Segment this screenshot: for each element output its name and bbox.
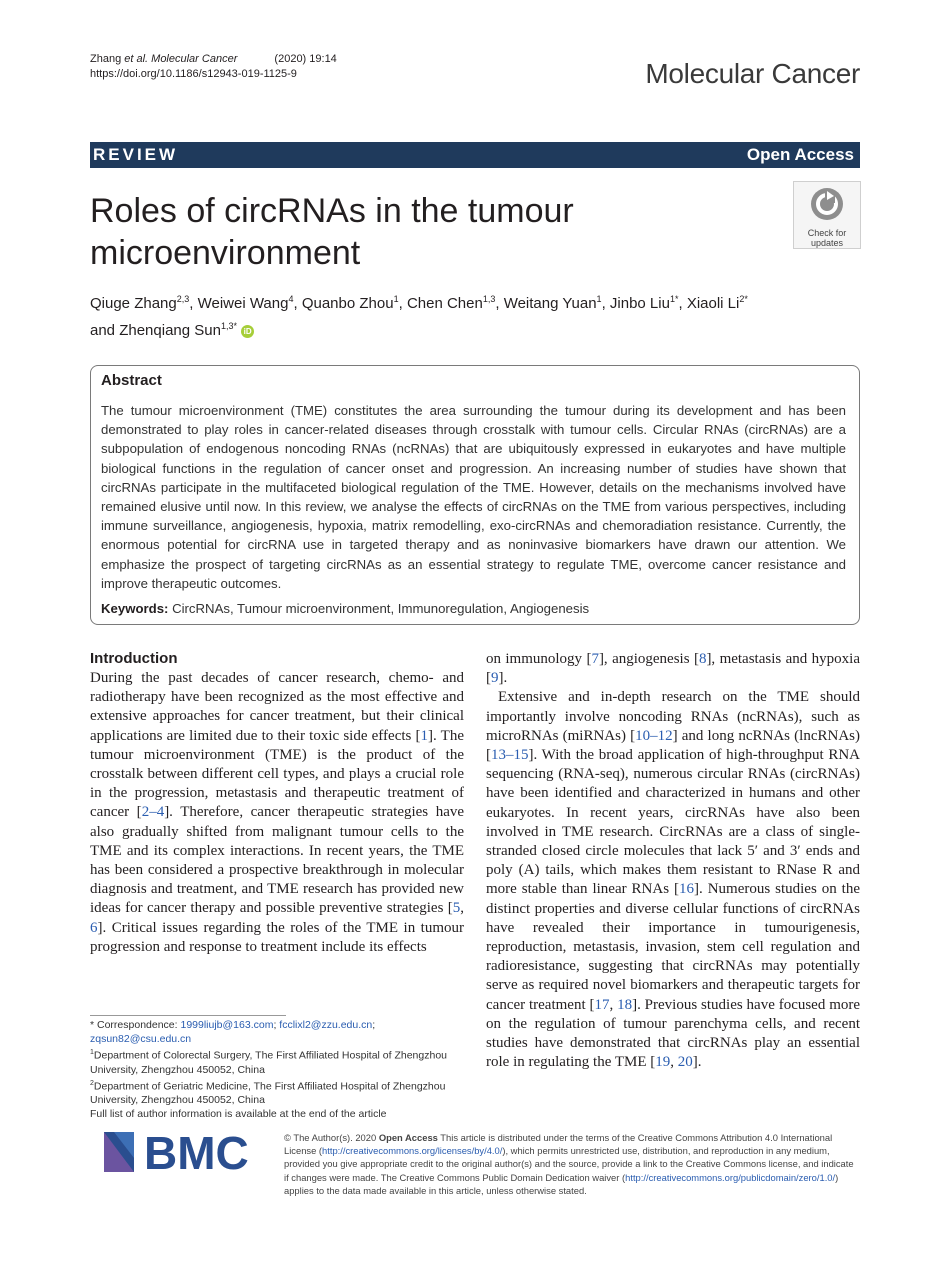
footnotes — [90, 1018, 468, 1121]
intro-paragraph-1-cont — [486, 650, 860, 688]
body-text: ], angiogenesis [ — [598, 651, 699, 667]
citation-link[interactable]: 17 — [594, 996, 610, 1013]
citation-link[interactable]: 19 — [655, 1054, 671, 1071]
body-text: ], metastasis and hypoxia [ — [486, 651, 860, 687]
affiliation-number: 1 — [90, 1049, 94, 1056]
abstract-text: The tumour microenvironment (TME) constitutes the area surrounding the tumour during its development and has been demonstrated to play roles in cancer-related diseases through crosstalk with tumour cells. Circular RNAs (circRNAs) are a subpopulation of endogenous noncoding RNAs (ncRNAs) that are ubiquitously expressed in eukaryotes and have multiple biological functions in the regulation of cancer onset and progression. An increasing number of studies have shown that circRNAs participate in the multifaceted biological regulation of the TME. However, details on the mechanisms involved have remained elusive until now. In this review, we analyse the effects of circRNAs on the TME from various perspectives, including immune surveillance, angiogenesis, hypoxia, matrix remodelling, exo-circRNAs and chemoradiation resistance. Currently, the enormous potential for circRNA use in targeted therapy and as noninvasive biomarkers have drawn our attention. We emphasize the prospect of targeting circRNAs as an essential strategy to regulate TME, overcome cancer resistance and improve therapeutic outcomes. — [101, 403, 846, 591]
author-name[interactable]: Qiuge Zhang — [90, 295, 177, 312]
body-text: ]. Therefore, cancer therapeutic strategies have also gradually shifted from malignant tumour cells to the TME and its complex interactions. In recent years, the TME has been considered a prospective breakthrough in molecular diagnosis and treatment, and TME research has provided new ideas for cancer therapy and possible preventive strategies [ — [90, 804, 465, 917]
body-text: ]. Numerous studies on the distinct properties and diverse cellular functions of circRNAs have revealed their importance in tumourigenesis, reproduction, metastasis, invasion, stem cell regulation and radioresistance, suggesting that circRNAs may potentially serve as required novel biomarkers and therapeutic targets for cancer treatment [ — [486, 881, 860, 1013]
citation-link[interactable]: 1 — [420, 727, 429, 744]
author-name[interactable]: Weiwei Wang — [197, 295, 289, 312]
check-updates-label-1: Check for — [807, 228, 847, 238]
correspondence-label: * Correspondence: — [90, 1019, 181, 1031]
body-text: , — [460, 900, 464, 917]
check-updates-icon — [810, 187, 844, 221]
license-part-3: ) applies to the data made available in this article, unless otherwise stated. — [284, 1171, 839, 1196]
check-updates-label-2: updates — [810, 238, 844, 248]
author-affiliation: 2,3 — [176, 294, 190, 304]
author-name[interactable]: Quanbo Zhou — [301, 295, 394, 312]
bmc-logo-text: BMC — [144, 1128, 249, 1174]
correspondence: * Correspondence: 1999liujb@163.com; fcclixl2@zzu.edu.cn; zqsun82@csu.edu.cn — [90, 1019, 376, 1045]
email-link[interactable]: zqsun82@csu.edu.cn — [90, 1033, 192, 1045]
check-for-updates-badge[interactable] — [793, 181, 861, 249]
author-separator: , — [601, 295, 610, 312]
body-text: ]. Critical issues regarding the roles of the TME in tumour progression and response to treatment include its effects — [90, 919, 464, 955]
citation-link[interactable]: 13–15 — [491, 747, 529, 764]
affiliation-text: Department of Colorectal Surgery, The First Affiliated Hospital of Zhengzhou University, Zhengzhou 450052, China — [90, 1049, 447, 1076]
author-separator: , — [495, 295, 504, 312]
citation-link[interactable]: 20 — [677, 1054, 693, 1071]
keywords-list: CircRNAs, Tumour microenvironment, Immunoregulation, Angiogenesis — [168, 601, 590, 616]
body-column-right — [486, 650, 860, 1072]
email-link[interactable]: fcclixl2@zzu.edu.cn — [279, 1019, 373, 1031]
author-separator: , — [293, 295, 302, 312]
license-text — [284, 1131, 860, 1197]
license-part-1: This article is distributed under the terms of the Creative Commons Attribution 4.0 International License ( — [284, 1132, 833, 1157]
author-affiliation: 1,3 — [482, 294, 496, 304]
citation-link[interactable]: 2–4 — [141, 804, 165, 821]
bmc-logo-mark — [104, 1128, 269, 1174]
affiliation-text: Department of Geriatric Medicine, The First Affiliated Hospital of Zhengzhou University, Zhengzhou 450052, China — [90, 1080, 446, 1106]
author-separator: , — [398, 295, 407, 312]
author-name[interactable]: Jinbo Liu — [609, 295, 670, 312]
body-text: ]. Previous studies have focused more on the regulation of tumour parenchyma cells, and recent studies have demonstrated that circRNAs play an essential role in regulating the TME [ — [486, 996, 861, 1071]
introduction-heading: Introduction — [90, 650, 178, 667]
citation-link[interactable]: 16 — [679, 881, 694, 898]
citation-link[interactable]: 7 — [591, 651, 599, 667]
license-link[interactable]: http://creativecommons.org/licenses/by/4.0/ — [322, 1145, 503, 1157]
orcid-icon[interactable]: iD — [241, 325, 254, 338]
body-text: ]. — [692, 1054, 702, 1071]
intro-paragraph-2 — [486, 688, 860, 1072]
email-link[interactable]: 1999liujb@163.com — [180, 1019, 274, 1031]
article-title: Roles of circRNAs in the tumour microenvironment — [90, 192, 574, 272]
citation-link[interactable]: 9 — [491, 670, 499, 687]
citation-link[interactable]: 5 — [452, 900, 461, 917]
doi-link[interactable]: https://doi.org/10.1186/s12943-019-1125-9 — [90, 68, 297, 80]
body-text: ]. The tumour microenvironment (TME) is the product of the crosstalk between different cell types, and plays a crucial role in the progression, metastasis and therapeutic treatment of cancer [ — [90, 727, 465, 821]
body-text: , — [670, 1054, 678, 1071]
article-type-band — [90, 142, 860, 168]
affiliation-2 — [90, 1077, 468, 1108]
citation-line — [90, 52, 337, 67]
citation-link[interactable]: 10–12 — [635, 727, 673, 744]
intro-paragraph-1 — [90, 669, 464, 957]
body-text: ]. — [498, 670, 508, 687]
abstract-box — [90, 365, 860, 625]
open-access-bold: Open Access — [378, 1132, 438, 1143]
affiliation-number: 2 — [90, 1079, 94, 1087]
citation-journal: et al. Molecular Cancer — [124, 53, 238, 65]
affiliation-1 — [90, 1046, 468, 1077]
body-text: , — [609, 996, 618, 1013]
open-access-label: Open Access — [746, 145, 854, 164]
body-text: Extensive and in-depth research on the TME should importantly involve noncoding RNAs (ncRNAs), such as microRNAs (miRNAs) [ — [486, 689, 860, 744]
abstract-heading: Abstract — [101, 372, 162, 389]
body-text: During the past decades of cancer research, chemo- and radiotherapy have been recognized as the most effective and extensive approaches for cancer treatment, but their clinical applications are limited due to their toxic side effects [ — [90, 670, 464, 744]
author-affiliation: 4 — [288, 294, 294, 304]
license-part-2: ), which permits unrestricted use, distribution, and reproduction in any medium, provided you give appropriate credit to the original author(s) and the source, provide a link to the Creative Commons license, and indicate if changes were made. The Creative Commons Public Domain Dedication waiver ( — [284, 1145, 854, 1183]
full-author-info-note: Full list of author information is available at the end of the article — [90, 1108, 387, 1120]
author-affiliation: 1 — [596, 294, 602, 304]
keywords-label: Keywords: — [101, 601, 169, 616]
author-name[interactable]: Weitang Yuan — [503, 295, 597, 312]
body-text: ] and long ncRNAs (lncRNAs) [ — [486, 727, 860, 764]
citation-author: Zhang — [90, 53, 125, 65]
author-list — [90, 288, 830, 342]
author-last-prefix: and — [90, 322, 120, 339]
citation-link[interactable]: 18 — [617, 996, 633, 1013]
author-separator: , — [678, 295, 687, 312]
body-text: ]. With the broad application of high-throughput RNA sequencing (RNA-seq), numerous circular RNAs (circRNAs) have been identified and characterized in humans and other eukaryotes. In recent years, circRNAs have also been involved in TME research. CircRNAs are a class of single-stranded closed circle molecules that lack 5′ and 3′ ends and poly (A) tails, which makes them resistant to RNase R and more stable than linear RNAs [ — [486, 747, 860, 898]
author-name[interactable]: Xiaoli Li — [686, 295, 740, 312]
author-affiliation: 1,3* — [220, 321, 237, 331]
author-affiliation: 1* — [669, 294, 679, 304]
keywords — [101, 600, 846, 618]
body-text: on immunology [ — [486, 651, 592, 667]
citation-link[interactable]: 6 — [90, 919, 98, 936]
author-affiliation: 2* — [739, 294, 748, 304]
body-column-left — [90, 669, 464, 957]
author-affiliation: 1 — [393, 294, 399, 304]
journal-name: Molecular Cancer — [645, 58, 860, 89]
citation-link[interactable]: 8 — [698, 651, 707, 667]
author-name[interactable]: Zhenqiang Sun — [119, 322, 221, 339]
copyright: © The Author(s). 2020 — [284, 1132, 379, 1143]
public-domain-link[interactable]: http://creativecommons.org/publicdomain/zero/1.0/ — [625, 1171, 836, 1183]
citation-year: (2020) 19:14 — [274, 53, 337, 65]
author-separator: , — [189, 295, 198, 312]
author-name[interactable]: Chen Chen — [406, 295, 483, 312]
article-type: REVIEW — [93, 145, 179, 164]
footnote-rule — [90, 1015, 286, 1016]
bmc-logo — [104, 1128, 269, 1174]
